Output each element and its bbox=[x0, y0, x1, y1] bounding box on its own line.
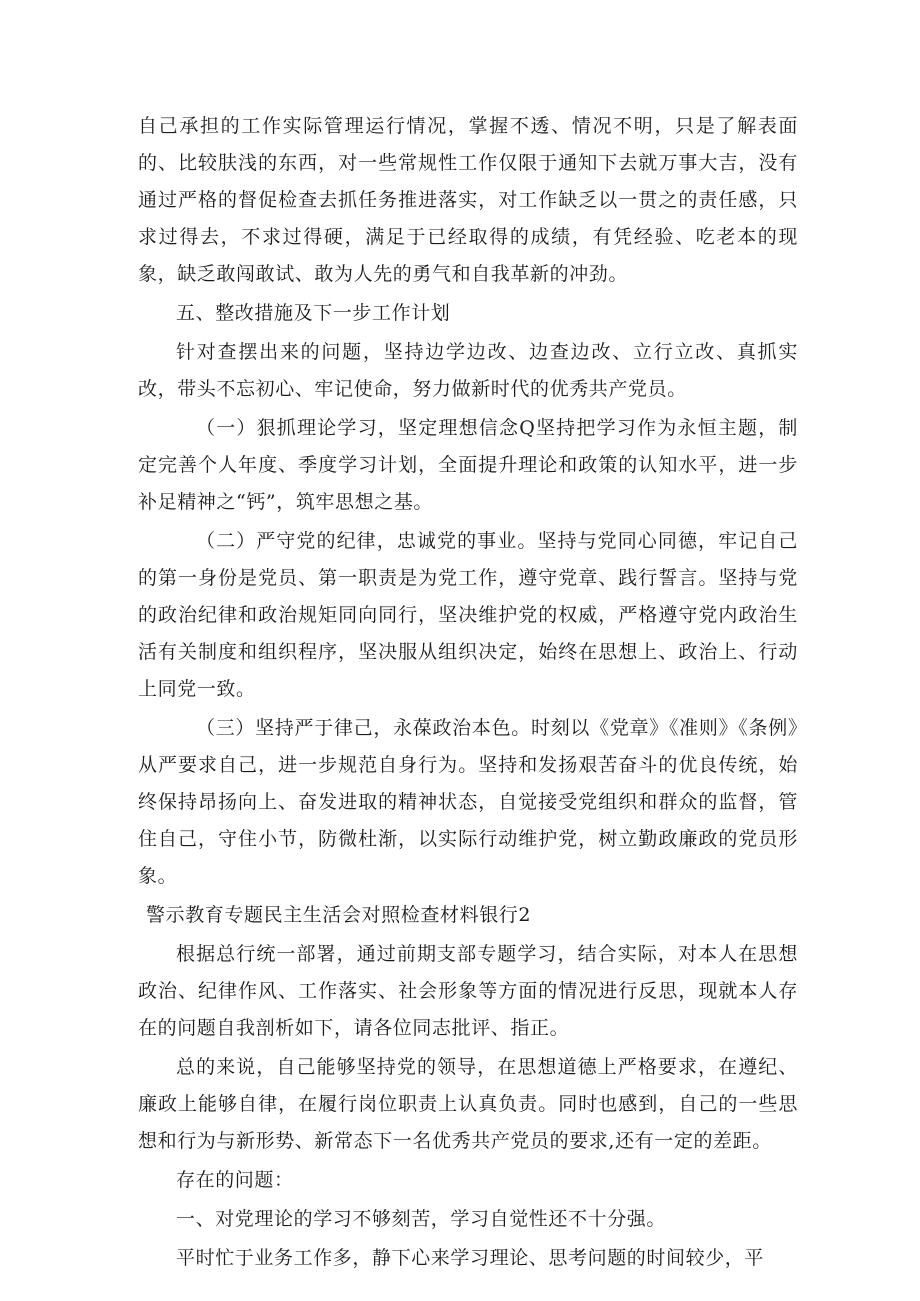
document-body bbox=[138, 108, 798, 1279]
paragraph-measure-2: （二）严守党的纪律，忠诚党的事业。坚持与党同心同德，牢记自己的第一身份是党员、第一职责是为党工作，遵守党章、践行誓言。坚持与党的政治纪律和政治规矩同向同行，坚决维护党的权威，严格遵守党内政治生活有关制度和组织程序，坚决服从组织决定，始终在思想上、政治上、行动上同党一致。 bbox=[138, 530, 798, 700]
document-section-title: 警示教育专题民主生活会对照检查材料银行2 bbox=[146, 904, 532, 926]
paragraph-management-issues: 自己承担的工作实际管理运行情况，掌握不透、情况不明，只是了解表面的、比较肤浅的东西，对一些常规性工作仅限于通知下去就万事大吉，没有通过严格的督促检查去抓任务推进落实，对工作缺乏以一贯之的责任感，只求过得去，不求过得硬，满足于已经取得的成绩，有凭经验、吃老本的现象，缺乏敢闯敢试、敢为人先的勇气和自我革新的冲劲。 bbox=[138, 115, 798, 285]
section-heading-problems: 存在的问题： bbox=[176, 1169, 294, 1191]
paragraph-rectification-intro: 针对查摆出来的问题，坚持边学边改、边查边改、立行立改、真抓实改，带头不忘初心、牢记使命，努力做新时代的优秀共产党员。 bbox=[138, 341, 798, 400]
paragraph-problem-1-detail: 平时忙于业务工作多，静下心来学习理论、思考问题的时间较少，平 bbox=[176, 1247, 765, 1269]
paragraph-overall-summary: 总的来说，自己能够坚持党的领导，在思想道德上严格要求，在遵纪、廉政上能够自律，在履行岗位职责上认真负责。同时也感到，自己的一些思想和行为与新形势、新常态下一名优秀共产党员的要求,还有一定的差距。 bbox=[138, 1056, 798, 1152]
paragraph-background: 根据总行统一部署，通过前期支部专题学习，结合实际，对本人在思想政治、纪律作风、工作落实、社会形象等方面的情况进行反思，现就本人存在的问题自我剖析如下，请各位同志批评、指正。 bbox=[138, 943, 798, 1039]
section-heading-rectification: 五、整改措施及下一步工作计划 bbox=[176, 302, 451, 324]
subheading-problem-1: 一、对党理论的学习不够刻苦，学习自觉性还不十分强。 bbox=[176, 1208, 667, 1230]
paragraph-measure-3: （三）坚持严于律己，永葆政治本色。时刻以《党章》《准则》《条例》从严要求自己，进一步规范自身行为。坚持和发扬艰苦奋斗的优良传统，始终保持昂扬向上、奋发进取的精神状态，自觉接受党组织和群众的监督，管住自己，守住小节，防微杜渐，以实际行动维护党，树立勤政廉政的党员形象。 bbox=[138, 717, 798, 887]
paragraph-measure-1: （一）狠抓理论学习，坚定理想信念Q坚持把学习作为永恒主题，制定完善个人年度、季度学习计划，全面提升理论和政策的认知水平，进一步补足精神之“钙”，筑牢思想之基。 bbox=[138, 417, 798, 513]
